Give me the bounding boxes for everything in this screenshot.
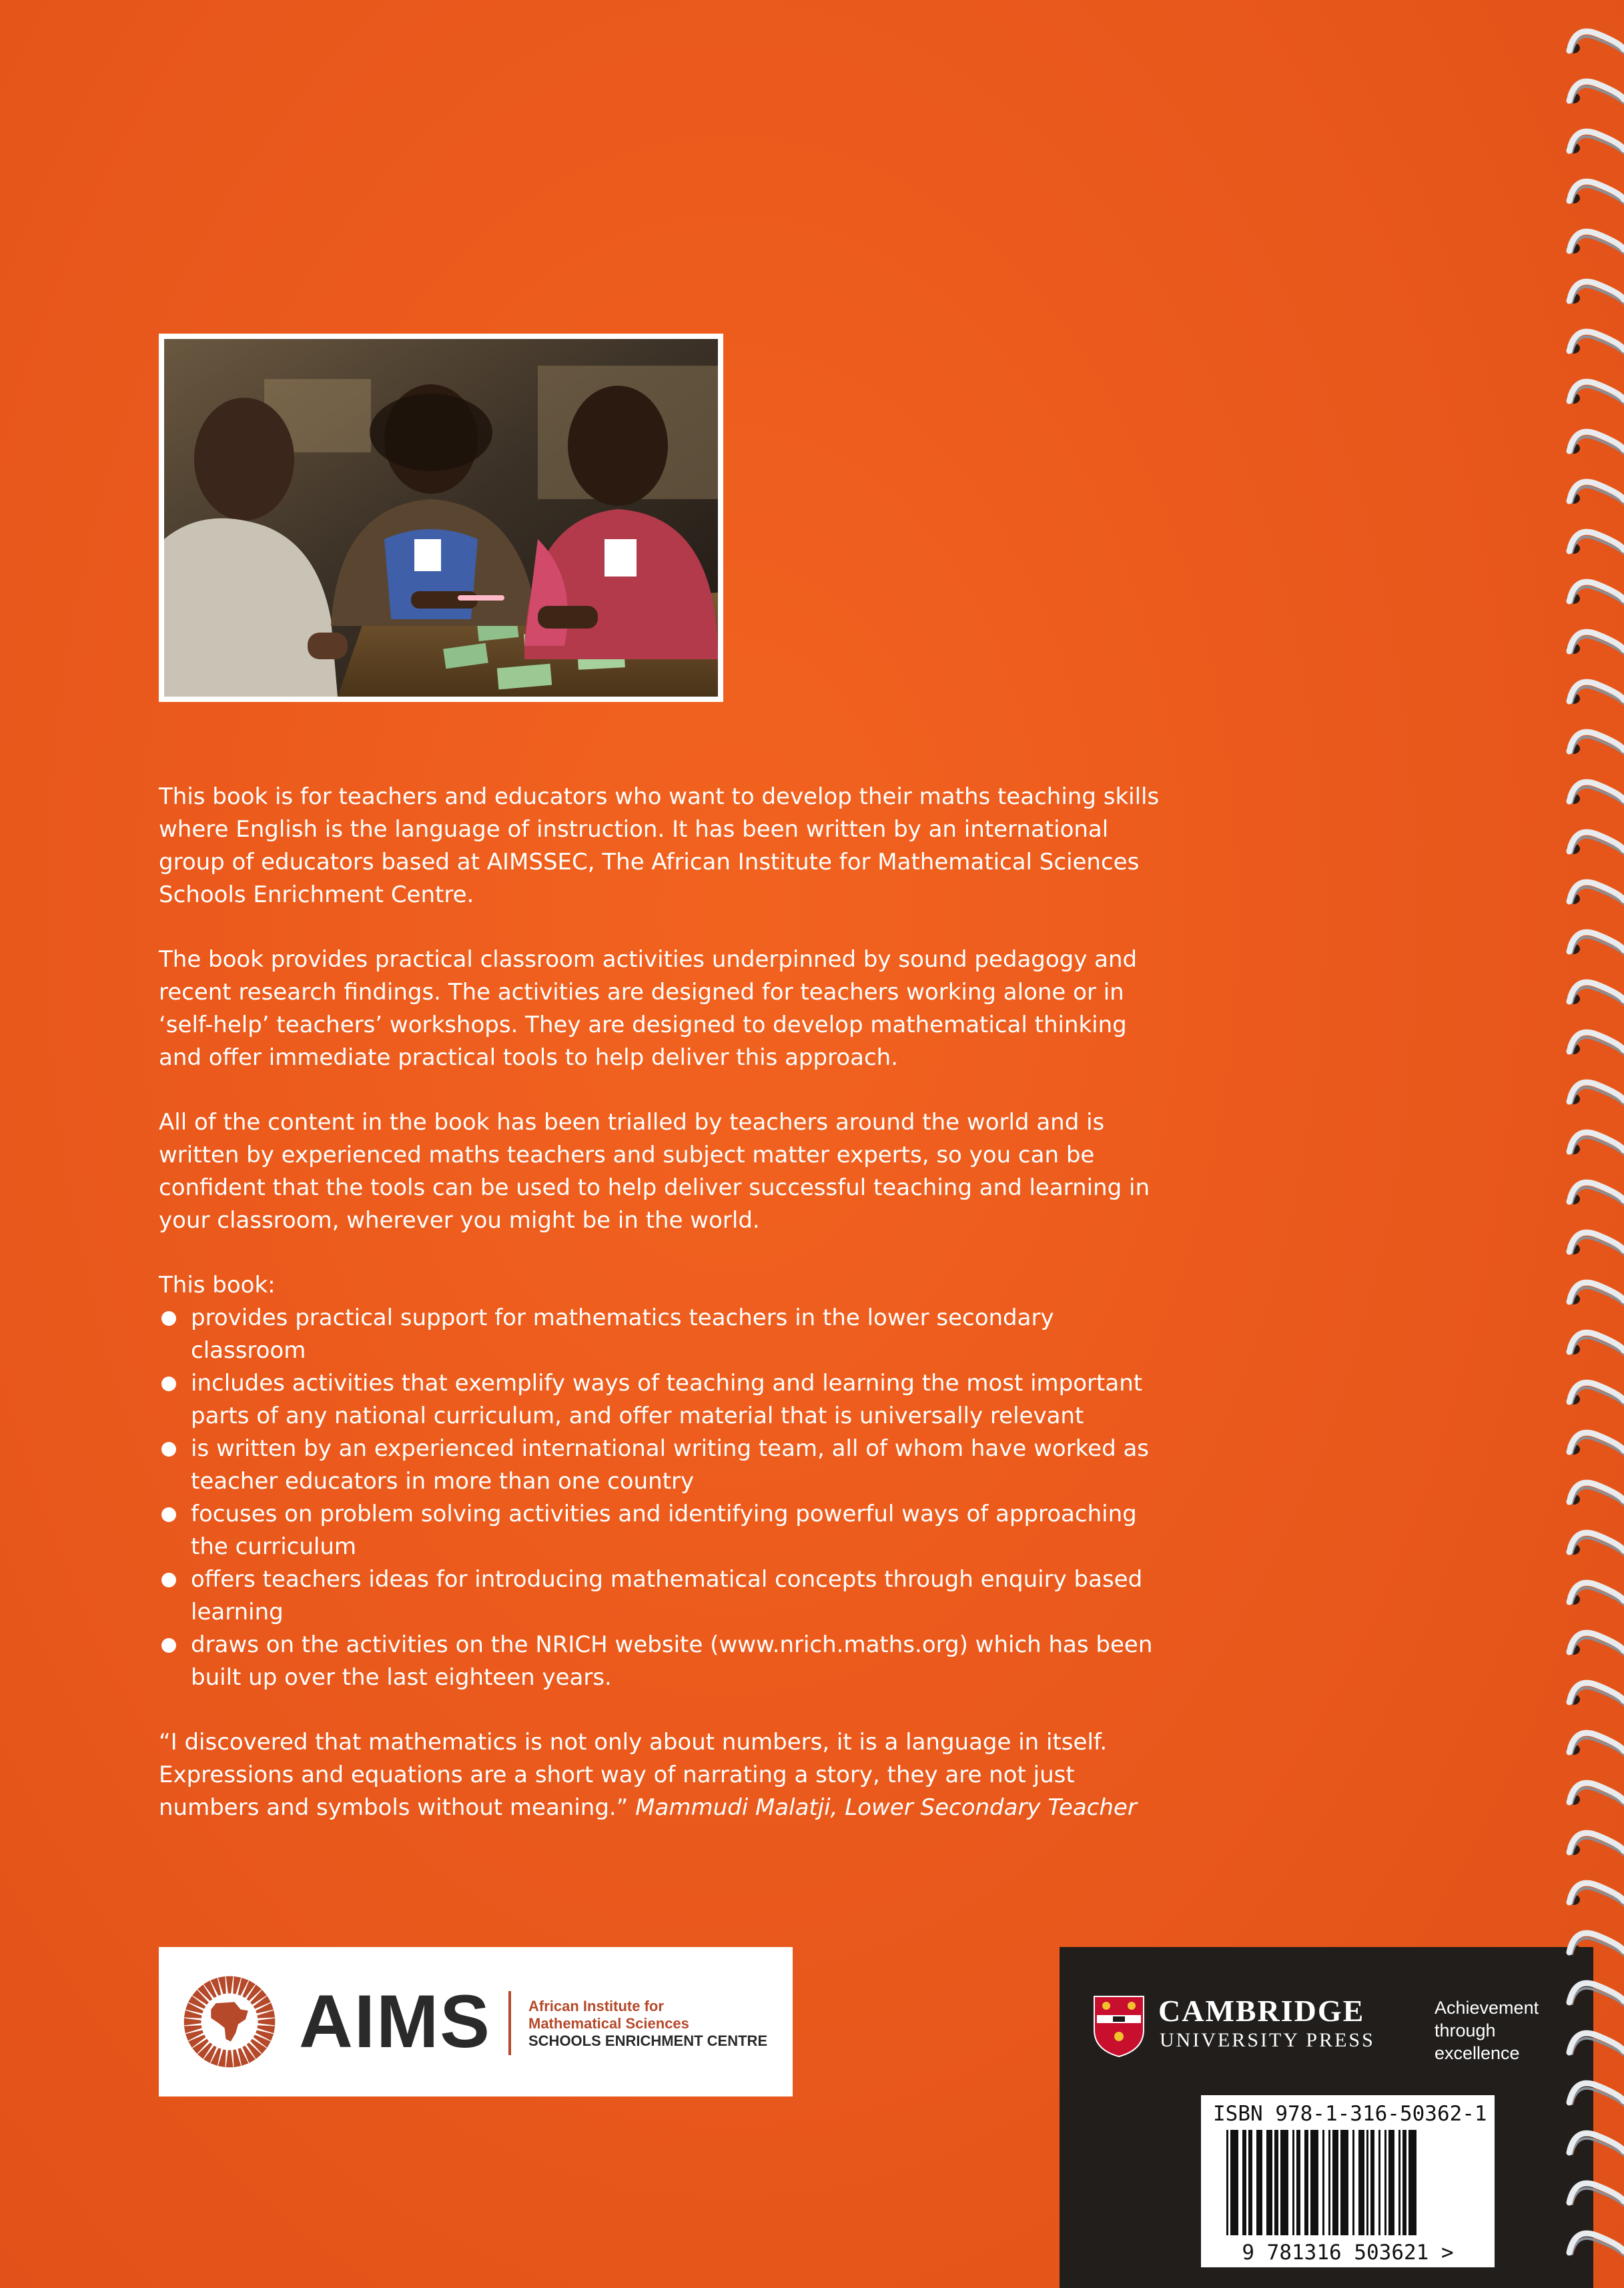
tagline-line: excellence xyxy=(1435,2043,1520,2063)
barcode-bar xyxy=(1242,2130,1246,2235)
cover-photo xyxy=(159,334,723,702)
bullet-icon xyxy=(161,1377,176,1391)
binding-coil xyxy=(1567,2133,1624,2155)
binding-coil xyxy=(1567,1983,1624,2005)
barcode-bar xyxy=(1304,2130,1308,2235)
barcode-bar xyxy=(1366,2130,1368,2235)
list-item-text: focuses on problem solving activities and identifying powerful ways of approaching the curriculum xyxy=(191,1501,1137,1560)
binding-coil xyxy=(1567,982,1624,1004)
barcode-bar xyxy=(1388,2130,1394,2235)
binding-coil xyxy=(1567,1182,1624,1204)
binding-coil xyxy=(1567,31,1624,53)
bullet-icon xyxy=(161,1311,176,1326)
list-item xyxy=(159,1629,1173,1694)
publisher-tagline xyxy=(1435,1996,1539,2064)
emblem-ray xyxy=(258,2018,275,2026)
quote-text: “I discovered that mathematics is not only about numbers, it is a language in itself. Expressions and equations are a short way of narrating a story, they are not just numbers and symbols without meaning.” xyxy=(159,1729,1108,1821)
aims-subtitle-line: Mathematical Sciences xyxy=(528,2015,689,2032)
binding-coil xyxy=(1567,582,1624,604)
barcode-bar xyxy=(1280,2130,1288,2235)
barcode-bar xyxy=(1266,2130,1272,2235)
list-intro: This book: xyxy=(159,1272,276,1298)
cambridge-shield-icon xyxy=(1093,1995,1145,2058)
emblem-ray xyxy=(226,1976,234,1994)
binding-coil xyxy=(1567,2083,1624,2105)
binding-coil xyxy=(1567,932,1624,954)
binding-coil xyxy=(1567,732,1624,754)
barcode-bar xyxy=(1332,2130,1338,2235)
binding-coil xyxy=(1567,1032,1624,1054)
isbn-label: ISBN 978-1-316-50362-1 xyxy=(1213,2102,1487,2126)
binding-coil xyxy=(1567,332,1624,354)
barcode-bar xyxy=(1274,2130,1278,2235)
binding-coil xyxy=(1567,632,1624,654)
binding-coil xyxy=(1567,882,1624,904)
trialled-paragraph: All of the content in the book has been trialled by teachers around the world and is written by experienced maths teachers and subject matter experts, so you can be confident that the tools can be used to help deliver successful teaching and learning in your classroom, wherever you might be in the world. xyxy=(159,1109,1150,1234)
list-item-text: offers teachers ideas for introducing mathematical concepts through enquiry based learning xyxy=(191,1566,1143,1625)
barcode-bar xyxy=(1322,2130,1324,2235)
binding-coil xyxy=(1567,81,1624,103)
binding-coil xyxy=(1567,382,1624,404)
barcode-bar xyxy=(1370,2130,1374,2235)
binding-coil xyxy=(1567,131,1624,153)
bullet-icon xyxy=(161,1638,176,1653)
binding-coil xyxy=(1567,1132,1624,1154)
binding-coil xyxy=(1567,181,1624,204)
list-item xyxy=(159,1367,1173,1433)
binding-coil xyxy=(1567,232,1624,254)
binding-coil xyxy=(1567,1332,1624,1355)
publisher-subname: UNIVERSITY PRESS xyxy=(1160,2029,1375,2051)
binding-coil xyxy=(1567,1783,1624,1805)
binding-coil xyxy=(1567,1082,1624,1104)
binding-coil xyxy=(1567,682,1624,704)
binding-coil xyxy=(1567,1633,1624,1655)
barcode-bar xyxy=(1352,2130,1354,2235)
list-item xyxy=(159,1433,1173,1498)
binding-coil xyxy=(1567,532,1624,554)
barcode-bar xyxy=(1292,2130,1294,2235)
binding-coil xyxy=(1567,1933,1624,1955)
binding-coil xyxy=(1567,482,1624,504)
barcode-bar xyxy=(1248,2130,1252,2235)
binding-coil xyxy=(1567,1433,1624,1455)
list-item-text: provides practical support for mathematics teachers in the lower secondary classroom xyxy=(191,1304,1054,1364)
barcode-bar xyxy=(1378,2130,1380,2235)
binding-coil xyxy=(1567,282,1624,304)
binding-coil xyxy=(1567,1583,1624,1605)
aims-logo-box xyxy=(159,1947,793,2096)
tagline-line: Achievement xyxy=(1435,1998,1539,2018)
feature-list xyxy=(159,1302,1173,1694)
barcode-bar xyxy=(1398,2130,1400,2235)
aims-subtitle xyxy=(528,1998,767,2050)
aims-divider xyxy=(508,1991,511,2055)
list-item xyxy=(159,1498,1173,1563)
binding-coil xyxy=(1567,432,1624,454)
description xyxy=(159,781,1173,1856)
barcode-bar xyxy=(1230,2130,1238,2235)
bullet-icon xyxy=(161,1507,176,1522)
binding-coil xyxy=(1567,1883,1624,1905)
barcode-bar xyxy=(1328,2130,1330,2235)
binding-coil xyxy=(1567,782,1624,804)
barcode-bar xyxy=(1384,2130,1386,2235)
aims-africa-emblem-icon xyxy=(180,1972,279,2071)
quote-attribution: Mammudi Malatji, Lower Secondary Teacher xyxy=(635,1794,1137,1821)
list-item-text: draws on the activities on the NRICH website (www.nrich.maths.org) which has been built up over the last eighteen years. xyxy=(191,1631,1153,1691)
aims-wordmark: AIMS xyxy=(299,1980,491,2063)
barcode xyxy=(1210,2130,1485,2263)
binding-coil xyxy=(1567,2033,1624,2055)
binding-coil xyxy=(1567,1683,1624,1705)
barcode-bar xyxy=(1402,2130,1406,2235)
barcode-bar xyxy=(1358,2130,1364,2235)
tagline-line: through xyxy=(1435,2020,1496,2040)
barcode-bar xyxy=(1226,2130,1228,2235)
binding-coil xyxy=(1567,2183,1624,2205)
binding-coil xyxy=(1567,1383,1624,1405)
spiral-binding xyxy=(1555,0,1624,2288)
intro-paragraph: This book is for teachers and educators who want to develop their maths teaching skills where English is the language of instruction. It has been written by an international group of educators based at AIMSSEC, The African Institute for Mathematical Sciences Schools Enrichment Centre. xyxy=(159,783,1160,908)
bullet-icon xyxy=(161,1442,176,1457)
emblem-ray xyxy=(226,2050,234,2067)
barcode-digits: 9 781316 503621 > xyxy=(1242,2241,1454,2263)
testimonial-quote xyxy=(159,1726,1173,1824)
barcode-bar xyxy=(1310,2130,1318,2235)
list-item xyxy=(159,1302,1173,1367)
barcode-bar xyxy=(1296,2130,1300,2235)
aims-subtitle-line: African Institute for xyxy=(528,1998,664,2014)
bullet-icon xyxy=(161,1573,176,1587)
publisher-name: CAMBRIDGE xyxy=(1158,1994,1365,2028)
activities-paragraph: The book provides practical classroom activities underpinned by sound pedagogy and recent research findings. The activities are designed for teachers working alone or in ‘self-help’ teachers’ workshops. They are designed to develop mathematical thinking and offer immediate practical tools to help deliver this approach. xyxy=(159,946,1138,1071)
binding-coil xyxy=(1567,1282,1624,1304)
binding-coil xyxy=(1567,832,1624,854)
aims-subtitle-line: SCHOOLS ENRICHMENT CENTRE xyxy=(528,2032,768,2049)
binding-coil xyxy=(1567,1232,1624,1254)
isbn-barcode-box xyxy=(1201,2095,1495,2267)
emblem-ray xyxy=(184,2018,201,2026)
teachers-photo-image xyxy=(164,339,718,697)
binding-coil xyxy=(1567,1533,1624,1555)
binding-coil xyxy=(1567,1833,1624,1855)
binding-coil xyxy=(1567,1483,1624,1505)
binding-coil xyxy=(1567,2233,1624,2255)
list-item xyxy=(159,1563,1173,1629)
binding-coil xyxy=(1567,1733,1624,1755)
barcode-bar xyxy=(1256,2130,1262,2235)
list-item-text: includes activities that exemplify ways of teaching and learning the most important parts of any national curriculum, and offer material that is universally relevant xyxy=(191,1370,1143,1429)
barcode-bar xyxy=(1408,2130,1416,2235)
barcode-bar xyxy=(1340,2130,1348,2235)
list-item-text: is written by an experienced international writing team, all of whom have worked as teacher educators in more than one country xyxy=(191,1435,1150,1495)
